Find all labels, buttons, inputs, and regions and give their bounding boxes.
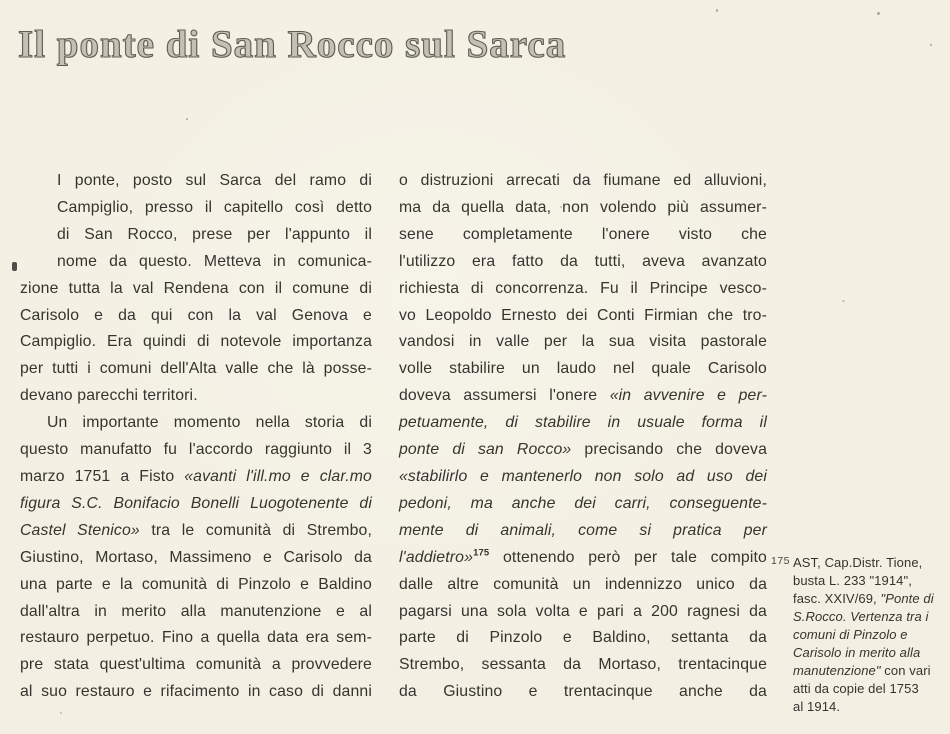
text-line: dall'altra in merito alla manutenzione e al [20, 602, 372, 620]
footnote-text [793, 554, 947, 716]
text-line: dalle altre comunità un indennizzo unico da [399, 575, 767, 593]
footnote-line: atti da copie del 1753 [793, 681, 919, 696]
footnote-number: 175 [771, 555, 791, 567]
text-line: l'utilizzo era fatto da tutti, aveva avanzato [399, 252, 767, 270]
text-line: Carisolo e da qui con la val Genova e [20, 306, 372, 324]
text-line: sene completamente l'onere visto che [399, 225, 767, 243]
scan-speck [12, 262, 17, 271]
footnote-line: al 1914. [793, 699, 841, 714]
text-line: marzo 1751 a Fisto «avanti l'ill.mo e clar.mo [20, 467, 372, 485]
text-line: da Giustino e trentacinque anche da [399, 683, 767, 701]
text-line: ma da quella data, non volendo più assumer- [399, 198, 767, 216]
text-line: vandosi in valle per la sua visita pastorale [399, 333, 767, 351]
footnote-line: busta L. 233 "1914", [793, 573, 912, 588]
text-line: nome da questo. Metteva in comunica- [57, 252, 372, 270]
text-line: Campiglio. Era quindi di notevole importanza [20, 333, 372, 351]
scan-speck [930, 44, 932, 46]
text-line: pedoni, ma anche dei carri, conseguente- [399, 494, 767, 512]
text-line: Strembo, sessanta da Mortaso, trentacinque [399, 656, 767, 674]
footnote-line: S.Rocco. Vertenza tra i [793, 609, 929, 624]
margin-footnote [771, 554, 947, 716]
text-column-right [399, 168, 767, 706]
scan-speck [186, 118, 188, 120]
text-line: Un importante momento nella storia di [47, 414, 372, 432]
text-line: I ponte, posto sul Sarca del ramo di [57, 172, 372, 189]
text-line: restauro perpetuo. Fino a quella data era sem- [20, 629, 372, 647]
text-column-left [20, 168, 372, 706]
text-line: ponte di san Rocco» precisando che doveva [399, 441, 767, 459]
scan-speck [877, 12, 880, 15]
text-line: pre stata quest'ultima comunità a provvedere [20, 656, 372, 674]
scan-speck [716, 9, 718, 12]
text-line: devano parecchi territori. [20, 387, 198, 405]
text-line: una parte e la comunità di Pinzolo e Baldino [20, 575, 372, 593]
text-line: per tutti i comuni dell'Alta valle che là posse- [20, 360, 372, 378]
scan-speck [60, 712, 62, 714]
text-line: l'addietro»$^{175}$ ottenendo però per tale compito [399, 547, 767, 566]
text-line: Castel Stenico» tra le comunità di Strembo, [20, 521, 373, 539]
text-line: vo Leopoldo Ernesto dei Conti Firmian che tro- [399, 306, 767, 324]
text-line: mente di animali, come si pratica per [399, 521, 767, 539]
text-line: «stabilirlo e mantenerlo non solo ad uso dei [399, 467, 767, 485]
page-title: Il ponte di San Rocco sul Sarca [18, 23, 567, 66]
text-line: di San Rocco, prese per l'appunto il [57, 225, 372, 243]
footnote-line: fasc. XXIV/69, "Ponte di [793, 591, 934, 606]
scan-speck [842, 300, 845, 302]
text-line: volle stabilire un laudo nel quale Carisolo [399, 360, 767, 378]
text-line: petuamente, di stabilire in usuale forma il [399, 414, 767, 432]
text-line: questo manufatto fu l'accordo raggiunto il 3 [20, 441, 372, 459]
text-line: figura S.C. Bonifacio Bonelli Luogotenente di [20, 494, 372, 512]
text-line: al suo restauro e rifacimento in caso di danni [20, 683, 372, 701]
text-line: doveva assumersi l'onere «in avvenire e per- [399, 387, 767, 405]
text-line: zione tutta la val Rendena con il comune di [20, 279, 372, 297]
text-line: o distruzioni arrecati da fiumane ed alluvioni, [399, 172, 767, 189]
scan-speck [560, 206, 562, 208]
text-line: parte di Pinzolo e Baldino, settanta da [399, 629, 767, 647]
footnote-line: manutenzione" con vari [793, 663, 931, 678]
text-line: pagarsi una sola volta e pari a 200 ragnesi da [399, 602, 767, 620]
text-line: Giustino, Mortaso, Massimeno e Carisolo da [20, 548, 372, 566]
footnote-line: Carisolo in merito alla [793, 645, 921, 660]
footnote-line: AST, Cap.Distr. Tione, [793, 555, 923, 570]
text-line: richiesta di concorrenza. Fu il Principe vesco- [399, 279, 767, 297]
text-line: Campiglio, presso il capitello così detto [57, 198, 372, 216]
footnote-line: comuni di Pinzolo e [793, 627, 908, 642]
